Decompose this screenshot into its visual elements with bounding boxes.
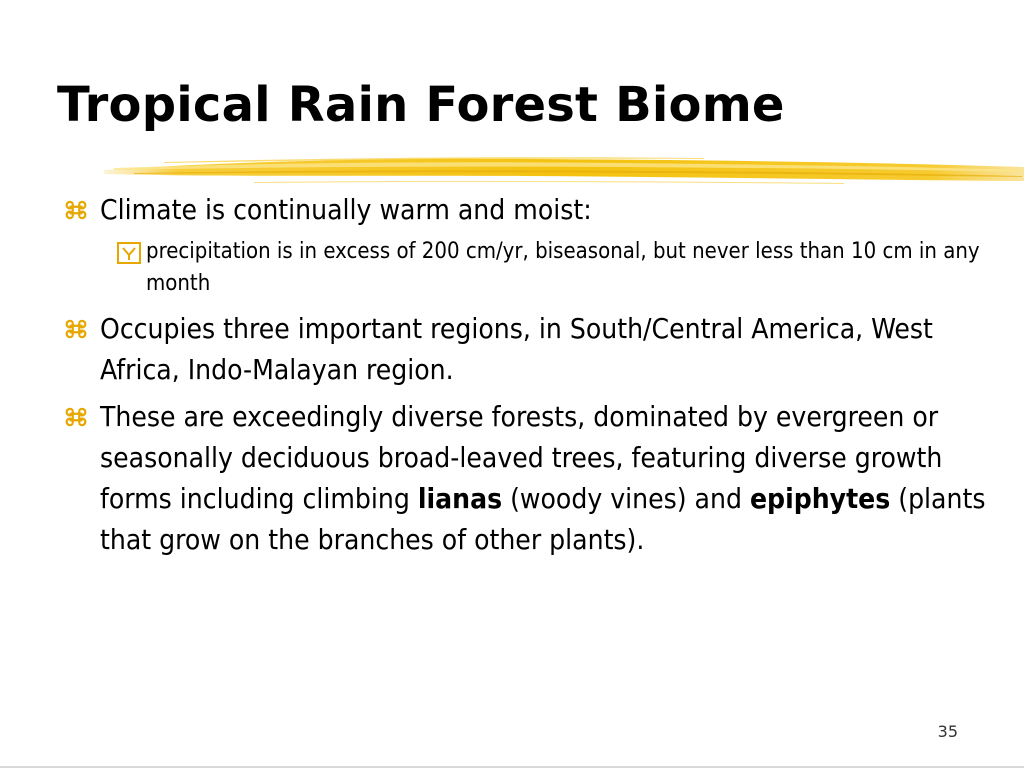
slide-title: Tropical Rain Forest Biome [57, 77, 785, 133]
bullet-diversity-text-3: (plants that grow on the branches of other plants). [100, 482, 986, 556]
bullet-regions-text: Occupies three important regions, in South/Central America, West Africa, Indo-Malayan region. [100, 312, 933, 386]
bullet-climate [62, 189, 992, 230]
command-key-icon [63, 197, 89, 223]
term-epiphytes: epiphytes [749, 482, 891, 515]
bullet-climate-text: Climate is continually warm and moist: [100, 193, 592, 226]
checkbox-y-icon [117, 242, 141, 264]
command-key-icon [63, 316, 89, 342]
bullet-diversity-text-1: These are exceedingly diverse forests, dominated by evergreen or seasonally deciduous broad-leaved trees, featuring diverse growth forms including climbing [100, 400, 943, 515]
slide-number: 35 [937, 722, 958, 741]
subbullet-precipitation-text: precipitation is in excess of 200 cm/yr, biseasonal, but never less than 10 cm in any month [146, 239, 980, 296]
bullet-diversity [62, 396, 992, 560]
slide-content [62, 189, 992, 566]
bullet-regions [62, 308, 992, 390]
term-lianas: lianas [417, 482, 503, 515]
title-underline-brushstroke [104, 150, 1024, 188]
bullet-diversity-text-2: (woody vines) and [502, 482, 750, 515]
command-key-icon [63, 404, 89, 430]
subbullet-precipitation [117, 236, 992, 300]
